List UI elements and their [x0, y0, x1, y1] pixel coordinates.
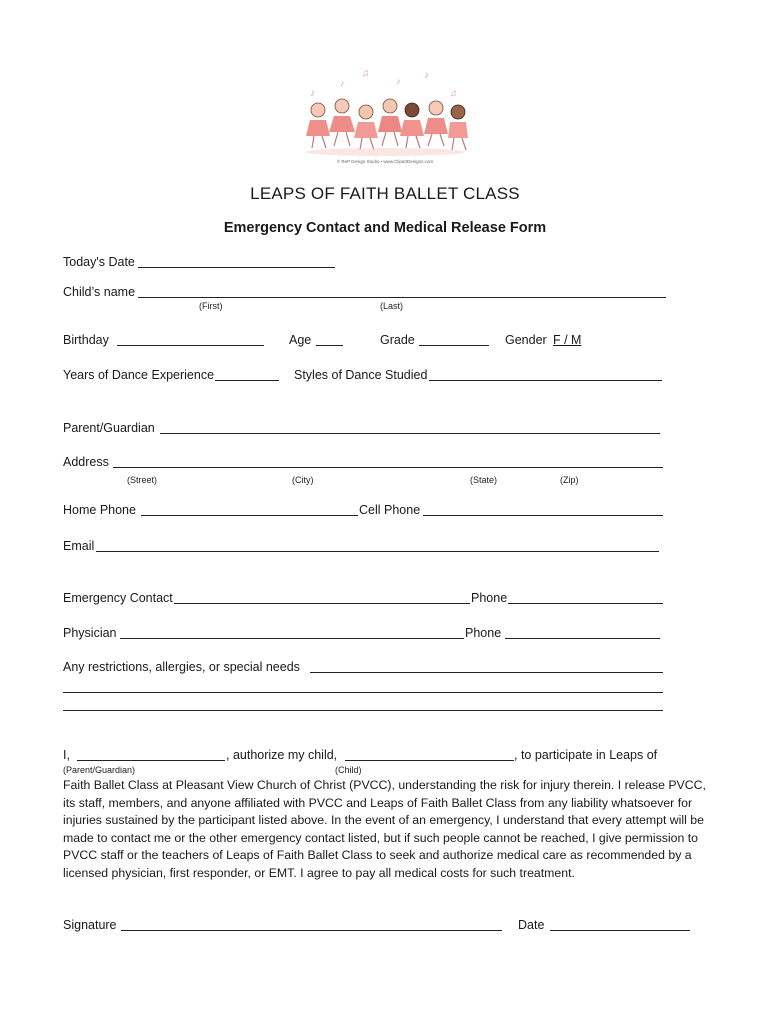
consent-participate: , to participate in Leaps of — [514, 748, 658, 762]
form-title: LEAPS OF FAITH BALLET CLASS — [250, 184, 520, 203]
form-subtitle: Emergency Contact and Medical Release Form — [223, 220, 547, 236]
svg-text:♪: ♪ — [424, 70, 429, 81]
svg-text:♪: ♪ — [310, 88, 315, 99]
birthday-field[interactable] — [117, 345, 264, 346]
child-caption: (Child) — [335, 765, 362, 775]
date-label: Date — [518, 918, 545, 932]
parent-guardian-caption: (Parent/Guardian) — [63, 765, 136, 775]
grade-field[interactable] — [419, 345, 489, 346]
parent-guardian-consent-field[interactable] — [77, 760, 225, 761]
street-caption: (Street) — [127, 475, 158, 485]
physician-field[interactable] — [120, 638, 464, 639]
years-experience-field[interactable] — [215, 380, 279, 381]
city-caption: (City) — [292, 475, 314, 485]
todays-date-label: Today's Date — [63, 255, 135, 269]
physician-phone-label: Phone — [465, 626, 502, 640]
emergency-contact-field[interactable] — [174, 603, 470, 604]
zip-caption: (Zip) — [560, 475, 579, 485]
physician-phone-field[interactable] — [505, 638, 660, 639]
svg-text:♫: ♫ — [450, 88, 457, 98]
cell-phone-label: Cell Phone — [359, 503, 421, 517]
physician-label: Physician — [63, 626, 117, 640]
email-label: Email — [63, 539, 95, 553]
signature-label: Signature — [63, 918, 117, 932]
signature-field[interactable] — [121, 930, 502, 931]
home-phone-field[interactable] — [141, 515, 358, 516]
logo-caption: © ReP Design Studio • www.ClipartDesigns.com — [336, 159, 434, 164]
restrictions-field-1[interactable] — [310, 672, 663, 673]
consent-i: I, — [63, 748, 70, 762]
emergency-phone-label: Phone — [471, 591, 508, 605]
child-name-label: Child’s name — [63, 285, 136, 299]
todays-date-field[interactable] — [138, 267, 335, 268]
parent-guardian-field[interactable] — [160, 433, 660, 434]
cell-phone-field[interactable] — [423, 515, 663, 516]
restrictions-field-2[interactable] — [63, 692, 663, 693]
logo — [300, 62, 470, 168]
first-caption: (First) — [199, 301, 223, 311]
consent-authorize: , authorize my child, — [226, 748, 338, 762]
svg-text:♪: ♪ — [396, 76, 401, 86]
email-field[interactable] — [96, 551, 659, 552]
child-consent-field[interactable] — [345, 760, 514, 761]
age-label: Age — [289, 333, 312, 347]
emergency-phone-field[interactable] — [508, 603, 663, 604]
dancing-children-icon — [300, 62, 470, 168]
birthday-label: Birthday — [63, 333, 109, 347]
gender-options[interactable]: F / M — [553, 333, 582, 347]
svg-text:♫: ♫ — [362, 68, 370, 79]
years-experience-label: Years of Dance Experience — [63, 368, 215, 382]
styles-studied-label: Styles of Dance Studied — [294, 368, 428, 382]
restrictions-field-3[interactable] — [63, 710, 663, 711]
state-caption: (State) — [470, 475, 498, 485]
child-name-field[interactable] — [138, 297, 666, 298]
home-phone-label: Home Phone — [63, 503, 136, 517]
gender-label: Gender — [505, 333, 547, 347]
svg-text:♪: ♪ — [340, 79, 344, 88]
release-paragraph: Faith Ballet Class at Pleasant View Church of Christ (PVCC), understanding the risk for injury therein. I release PVCC, its staff, members, and anyone affiliated with PVCC and Leaps of Faith Ballet Class from any liability whatsoever for injuries sustained by the participant listed above. In the event of an emergency, I understand that every attempt will be made to contact me or the other emergency contact listed, but if such people cannot be reached, I give permission to PVCC staff or the teachers of Leaps of Faith Ballet Class to seek and authorize medical care as recommended by a licensed physician, first responder, or EMT. I agree to pay all medical costs for such treatment. — [63, 778, 706, 880]
date-field[interactable] — [550, 930, 690, 931]
last-caption: (Last) — [380, 301, 404, 311]
styles-studied-field[interactable] — [429, 380, 662, 381]
grade-label: Grade — [380, 333, 415, 347]
address-field[interactable] — [113, 467, 663, 468]
emergency-contact-label: Emergency Contact — [63, 591, 173, 605]
address-label: Address — [63, 455, 109, 469]
age-field[interactable] — [316, 345, 343, 346]
parent-guardian-label: Parent/Guardian — [63, 421, 155, 435]
restrictions-label: Any restrictions, allergies, or special needs — [63, 660, 300, 674]
